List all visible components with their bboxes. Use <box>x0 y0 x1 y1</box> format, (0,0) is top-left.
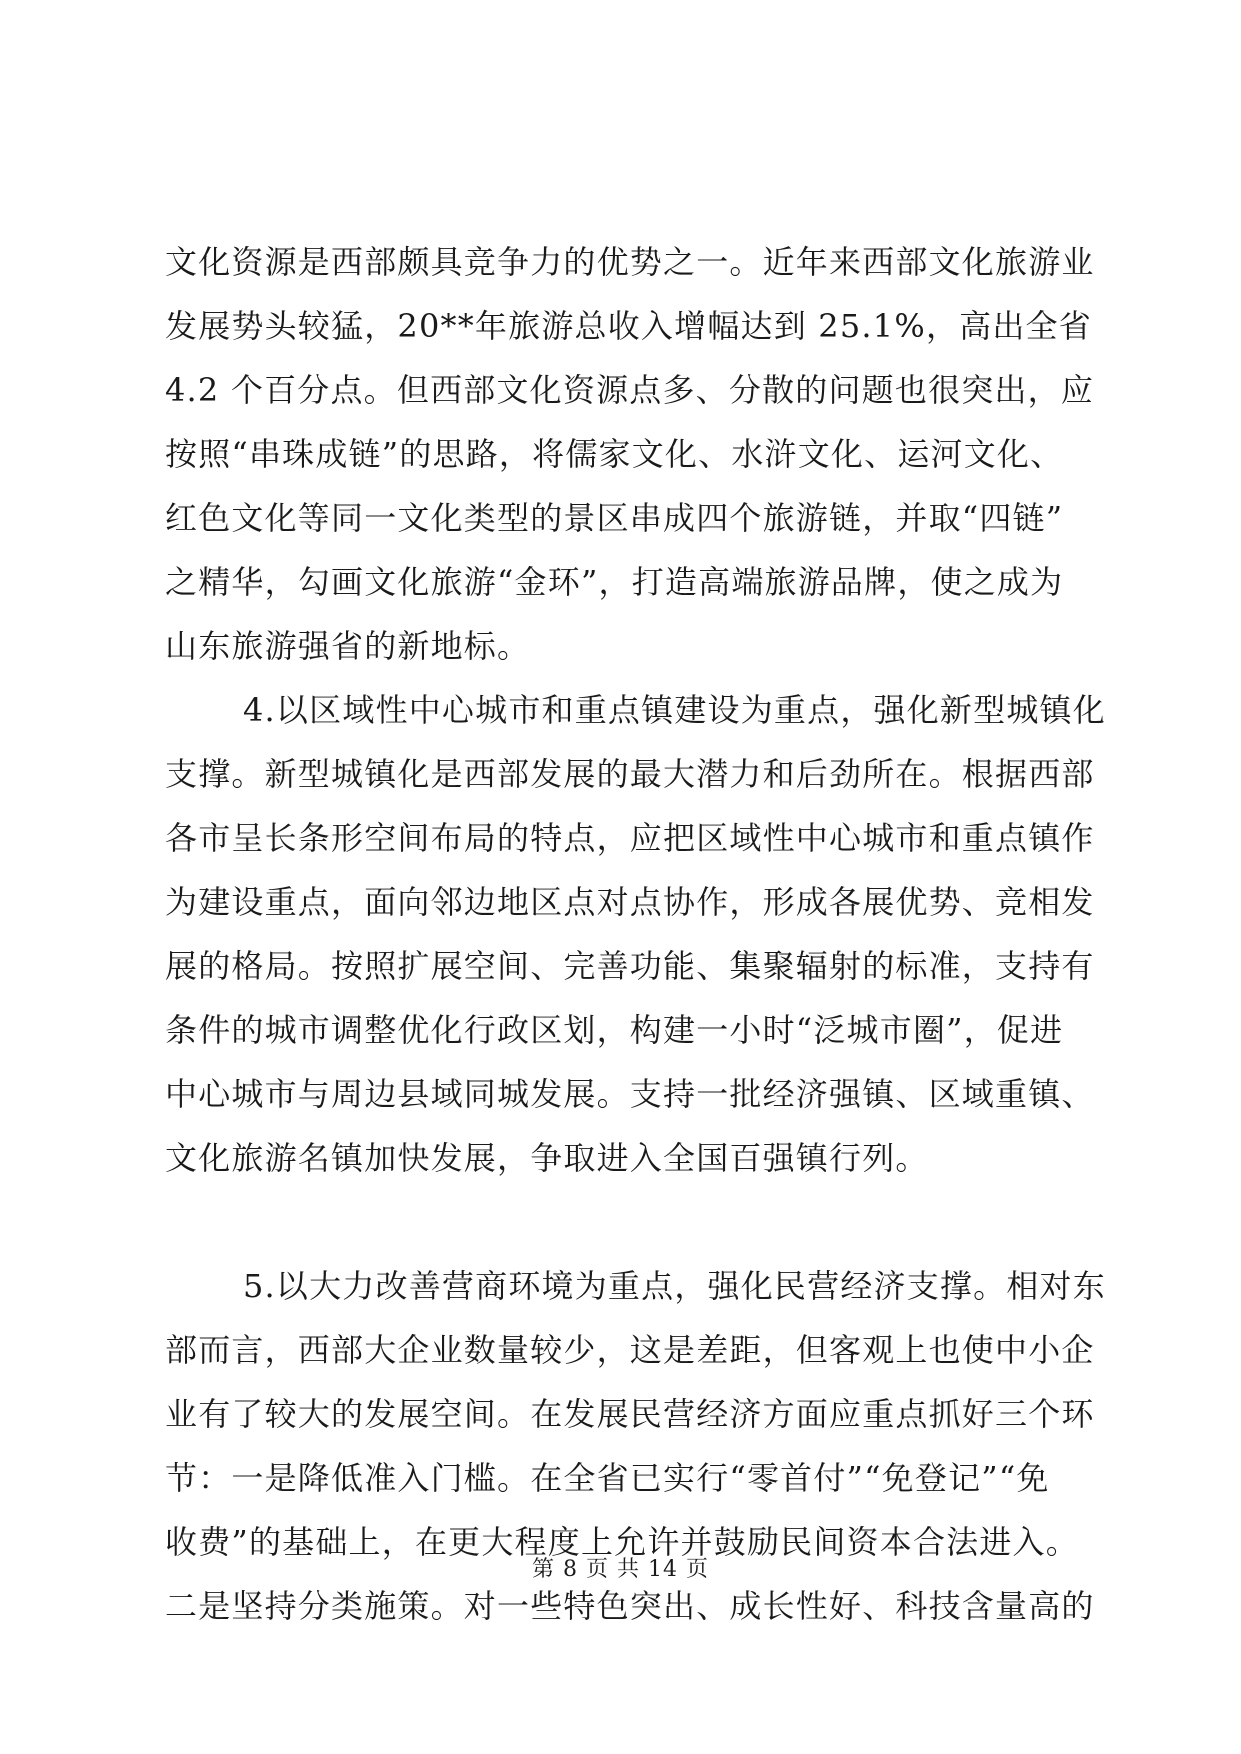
paragraph-heading-line: 5.以大力改善营商环境为重点，强化民营经济支撑。相对东 <box>243 1267 1106 1305</box>
text-line: 业有了较大的发展空间。在发展民营经济方面应重点抓好三个环 <box>165 1395 1095 1433</box>
text-line: 文化资源是西部颇具竞争力的优势之一。近年来西部文化旅游业 <box>165 243 1095 281</box>
text-line: 支撑。新型城镇化是西部发展的最大潜力和后劲所在。根据西部 <box>165 755 1095 793</box>
text-line: 之精华，勾画文化旅游“金环”，打造高端旅游品牌，使之成为 <box>165 563 1064 601</box>
text-line: 发展势头较猛，20**年旅游总收入增幅达到 25.1%，高出全省 <box>165 307 1092 345</box>
page-number-footer: 第 8 页 共 14 页 <box>532 1557 709 1582</box>
text-line: 节：一是降低准入门槛。在全省已实行“零首付”“免登记”“免 <box>165 1459 1050 1497</box>
text-line: 红色文化等同一文化类型的景区串成四个旅游链，并取“四链” <box>165 499 1064 537</box>
text-line: 条件的城市调整优化行政区划，构建一小时“泛城市圈”，促进 <box>165 1011 1064 1049</box>
text-line: 部而言，西部大企业数量较少，这是差距，但客观上也使中小企 <box>165 1331 1095 1369</box>
text-line: 中心城市与周边县域同城发展。支持一批经济强镇、区域重镇、 <box>165 1075 1095 1113</box>
text-line: 为建设重点，面向邻边地区点对点协作，形成各展优势、竞相发 <box>165 883 1095 921</box>
text-line: 按照“串珠成链”的思路，将儒家文化、水浒文化、运河文化、 <box>165 435 1064 473</box>
text-line: 山东旅游强省的新地标。 <box>165 627 531 665</box>
text-line: 各市呈长条形空间布局的特点，应把区域性中心城市和重点镇作 <box>165 819 1095 857</box>
paragraph-2 <box>165 678 1106 1254</box>
paragraph-1 <box>165 230 1095 678</box>
text-line: 二是坚持分类施策。对一些特色突出、成长性好、科技含量高的 <box>165 1587 1095 1625</box>
text-line: 收费”的基础上，在更大程度上允许并鼓励民间资本合法进入。 <box>165 1523 1079 1561</box>
document-body <box>165 230 1106 1638</box>
paragraph-heading-line: 4.以区域性中心城市和重点镇建设为重点，强化新型城镇化 <box>243 691 1106 729</box>
text-line: 展的格局。按照扩展空间、完善功能、集聚辐射的标准，支持有 <box>165 947 1095 985</box>
text-line <box>165 1190 1080 1254</box>
text-line: 文化旅游名镇加快发展，争取进入全国百强镇行列。 <box>165 1139 929 1177</box>
text-line: 4.2 个百分点。但西部文化资源点多、分散的问题也很突出，应 <box>165 371 1095 409</box>
